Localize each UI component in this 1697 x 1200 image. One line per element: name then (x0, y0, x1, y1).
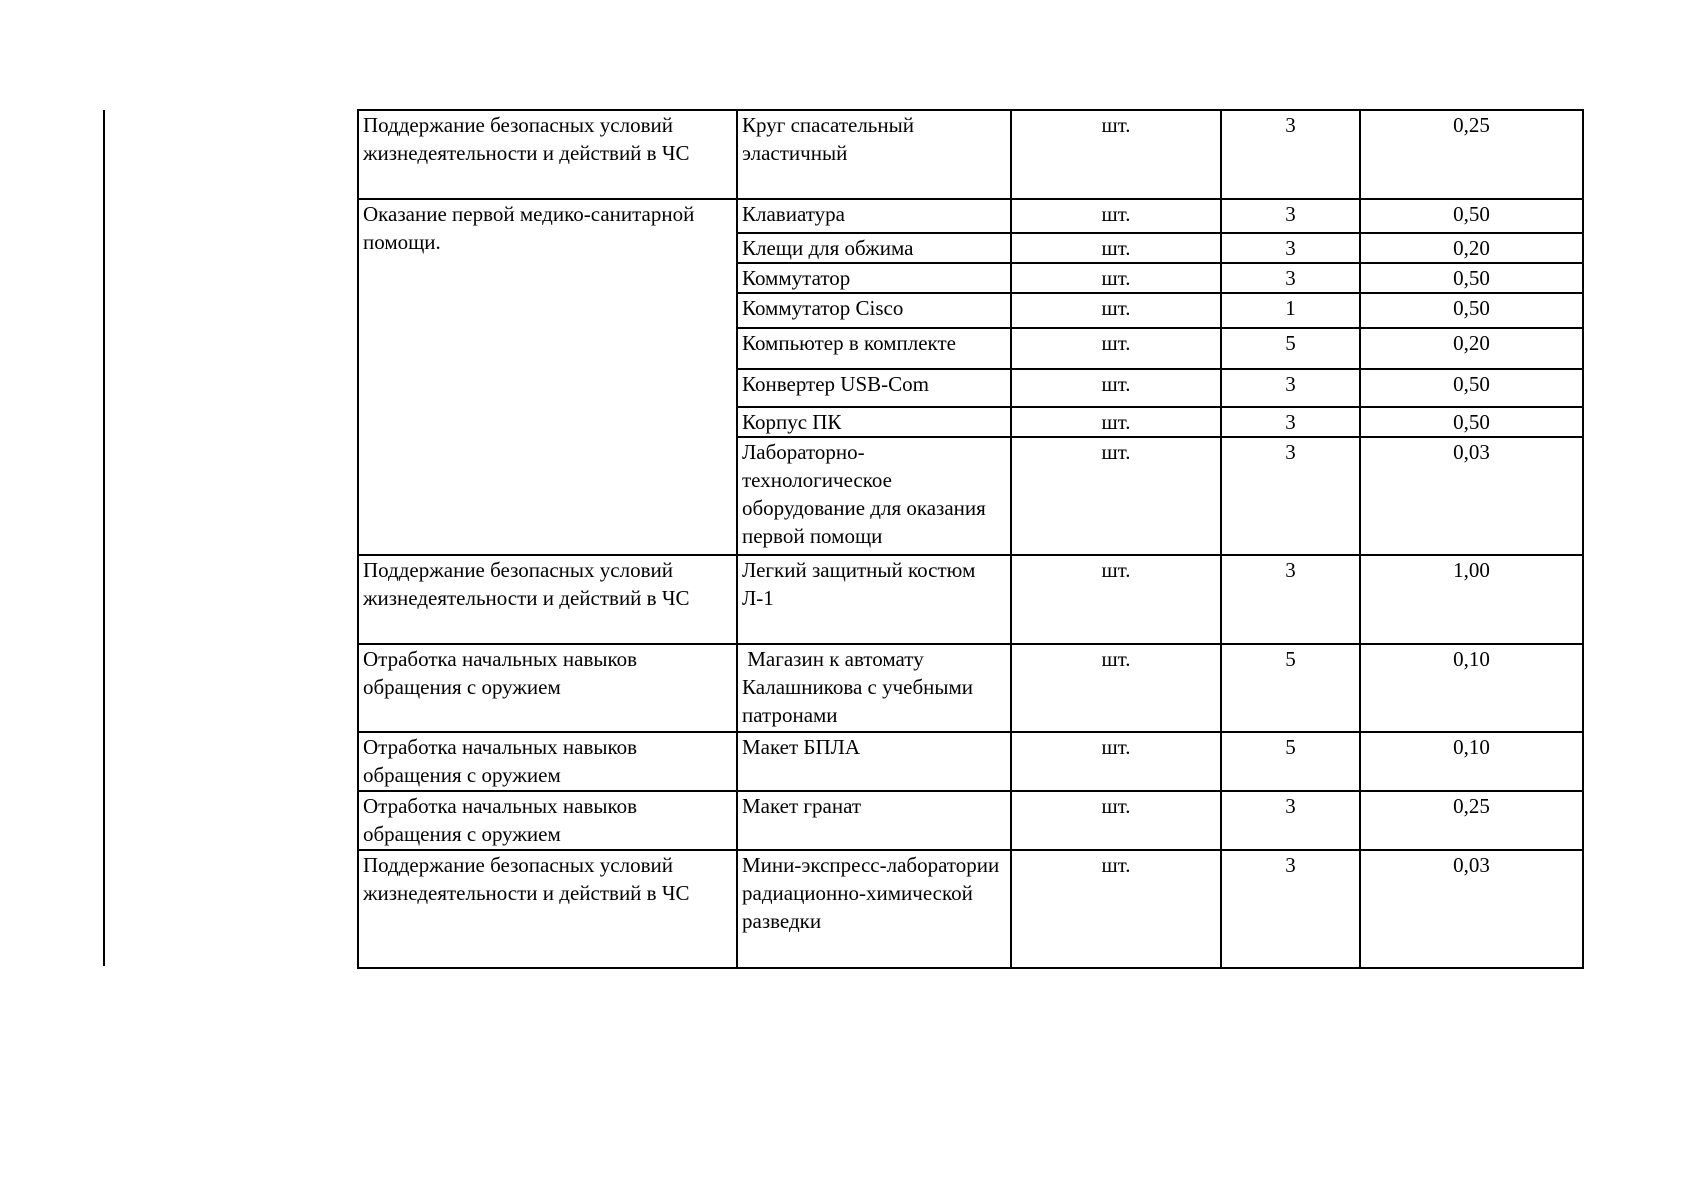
item-cell: Коммутатор Cisco (737, 293, 1011, 328)
item-cell: Макет БПЛА (737, 732, 1011, 791)
unit-cell: шт. (1011, 732, 1221, 791)
quantity-cell: 5 (1221, 732, 1360, 791)
value-cell: 0,03 (1360, 437, 1583, 555)
quantity-cell: 3 (1221, 437, 1360, 555)
item-cell: Круг спасательный эластичный (737, 110, 1011, 199)
section-cell: Отработка начальных навыков обращения с оружием (358, 732, 737, 791)
margin-line (103, 110, 105, 966)
table-row (358, 791, 1583, 850)
unit-cell: шт. (1011, 644, 1221, 732)
unit-cell: шт. (1011, 850, 1221, 968)
value-cell: 0,10 (1360, 732, 1583, 791)
value-cell: 0,50 (1360, 263, 1583, 293)
quantity-cell: 3 (1221, 555, 1360, 644)
quantity-cell: 3 (1221, 199, 1360, 233)
section-cell: Поддержание безопасных условий жизнедеятельности и действий в ЧС (358, 555, 737, 644)
quantity-cell: 3 (1221, 407, 1360, 437)
table-row (358, 644, 1583, 732)
item-cell: Корпус ПК (737, 407, 1011, 437)
value-cell: 0,50 (1360, 407, 1583, 437)
item-cell: Мини-экспресс-лаборатории радиационно-химической разведки (737, 850, 1011, 968)
value-cell: 0,25 (1360, 791, 1583, 850)
unit-cell: шт. (1011, 293, 1221, 328)
value-cell: 0,20 (1360, 233, 1583, 263)
unit-cell: шт. (1011, 407, 1221, 437)
item-cell: Коммутатор (737, 263, 1011, 293)
value-cell: 0,10 (1360, 644, 1583, 732)
quantity-cell: 3 (1221, 263, 1360, 293)
section-cell: Оказание первой медико-санитарной помощи. (358, 199, 737, 555)
unit-cell: шт. (1011, 199, 1221, 233)
quantity-cell: 1 (1221, 293, 1360, 328)
section-cell: Поддержание безопасных условий жизнедеятельности и действий в ЧС (358, 110, 737, 199)
value-cell: 1,00 (1360, 555, 1583, 644)
value-cell: 0,20 (1360, 328, 1583, 369)
unit-cell: шт. (1011, 233, 1221, 263)
item-cell: Конвертер USB-Com (737, 369, 1011, 407)
item-cell: Магазин к автомату Калашникова с учебными патронами (737, 644, 1011, 732)
section-cell: Отработка начальных навыков обращения с оружием (358, 791, 737, 850)
table-row (358, 110, 1583, 199)
unit-cell: шт. (1011, 328, 1221, 369)
item-cell: Клещи для обжима (737, 233, 1011, 263)
unit-cell: шт. (1011, 369, 1221, 407)
quantity-cell: 5 (1221, 644, 1360, 732)
equipment-table (357, 109, 1584, 969)
value-cell: 0,03 (1360, 850, 1583, 968)
unit-cell: шт. (1011, 263, 1221, 293)
quantity-cell: 3 (1221, 110, 1360, 199)
item-cell: Легкий защитный костюм Л-1 (737, 555, 1011, 644)
quantity-cell: 3 (1221, 850, 1360, 968)
table-row (358, 850, 1583, 968)
unit-cell: шт. (1011, 110, 1221, 199)
value-cell: 0,50 (1360, 369, 1583, 407)
quantity-cell: 3 (1221, 369, 1360, 407)
unit-cell: шт. (1011, 555, 1221, 644)
quantity-cell: 3 (1221, 233, 1360, 263)
value-cell: 0,50 (1360, 199, 1583, 233)
section-cell: Отработка начальных навыков обращения с оружием (358, 644, 737, 732)
table-row (358, 732, 1583, 791)
quantity-cell: 5 (1221, 328, 1360, 369)
quantity-cell: 3 (1221, 791, 1360, 850)
item-cell: Лабораторно-технологическое оборудование для оказания первой помощи (737, 437, 1011, 555)
unit-cell: шт. (1011, 437, 1221, 555)
item-cell: Макет гранат (737, 791, 1011, 850)
table-row (358, 555, 1583, 644)
value-cell: 0,25 (1360, 110, 1583, 199)
unit-cell: шт. (1011, 791, 1221, 850)
section-cell: Поддержание безопасных условий жизнедеятельности и действий в ЧС (358, 850, 737, 968)
value-cell: 0,50 (1360, 293, 1583, 328)
table-row (358, 199, 1583, 233)
item-cell: Компьютер в комплекте (737, 328, 1011, 369)
item-cell: Клавиатура (737, 199, 1011, 233)
